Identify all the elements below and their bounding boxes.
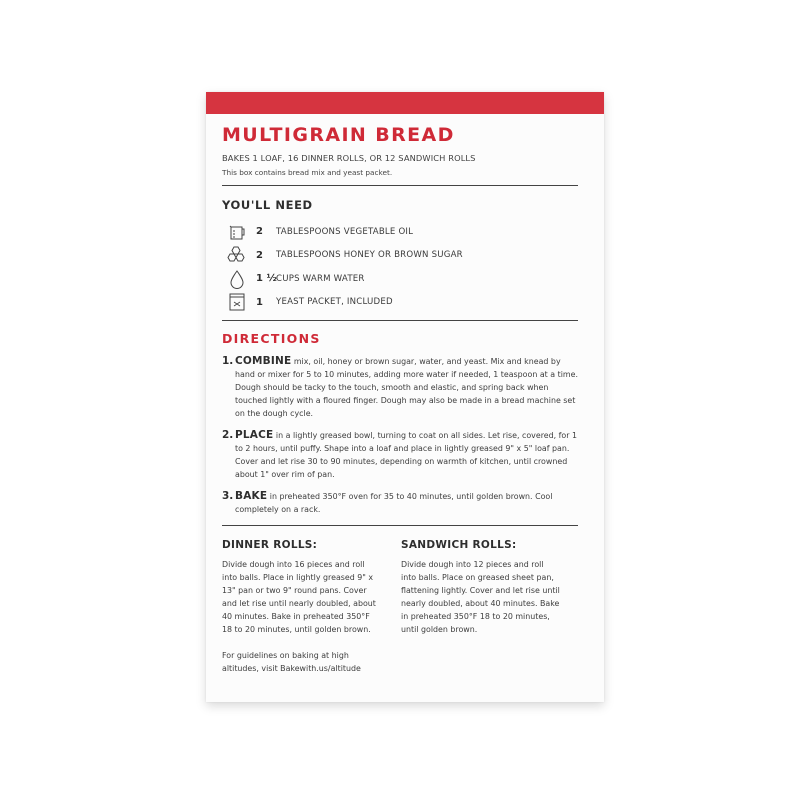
top-color-band: [206, 92, 604, 114]
sandwich-rolls-heading: SANDWICH ROLLS:: [401, 539, 517, 551]
step-number: 2.: [222, 429, 234, 441]
ingredient-text: TABLESPOONS VEGETABLE OIL: [276, 226, 414, 237]
ingredient-item: [222, 291, 580, 315]
youll-need-heading: YOU'LL NEED: [222, 198, 313, 212]
recipe-title: MULTIGRAIN BREAD: [222, 124, 455, 146]
ingredient-qty: 2: [256, 226, 263, 238]
step-keyword: BAKE: [235, 490, 268, 502]
directions-heading: DIRECTIONS: [222, 331, 321, 346]
direction-step: [222, 355, 580, 420]
ingredient-item: [222, 244, 580, 268]
ingredient-text: CUPS WARM WATER: [276, 273, 365, 284]
step-text: mix, oil, honey or brown sugar, water, and yeast. Mix and knead by hand or mixer for 5 to 10 minutes, adding more water if needed, 1 teaspoon at a time. Dough should be tacky to the touch, smooth and elastic, and spring back when touched lightly with a floured finger. Dough may also be made in a bread machine set on the dough cycle.: [235, 357, 578, 418]
ingredient-qty: 1: [256, 296, 263, 308]
step-keyword: PLACE: [235, 429, 274, 441]
step-number: 1.: [222, 355, 234, 367]
step-keyword: COMBINE: [235, 355, 292, 367]
direction-step: [222, 429, 580, 481]
altitude-note: For guidelines on baking at high altitudes, visit Bakewith.us/altitude: [222, 651, 361, 673]
measuring-cup-icon: [226, 222, 248, 242]
divider: [222, 185, 578, 186]
honeycomb-icon: [226, 245, 248, 265]
ingredient-text: YEAST PACKET, INCLUDED: [276, 297, 393, 308]
sandwich-rolls-text: Divide dough into 12 pieces and roll into balls. Place on greased sheet pan, flattening lightly. Cover and let rise until nearly doubled, about 40 minutes. Bake in preheated 350°F 18 to 20 minutes, until golden brown.: [401, 560, 560, 634]
yield-text: BAKES 1 LOAF, 16 DINNER ROLLS, OR 12 SANDWICH ROLLS: [222, 153, 476, 163]
water-drop-icon: [226, 269, 248, 289]
yeast-packet-icon: [226, 292, 248, 312]
ingredient-qty: 1 ½: [256, 273, 277, 285]
box-contents-note: This box contains bread mix and yeast packet.: [222, 168, 393, 177]
ingredient-qty: 2: [256, 249, 263, 261]
sandwich-rolls-section: [401, 539, 580, 675]
step-text: in a lightly greased bowl, turning to coat on all sides. Let rise, covered, for 1 to 2 hours, until puffy. Shape into a loaf and place in lightly greased 9" x 5" loaf pan. Cover and let rise 30 to 90 minutes, depending on warmth of kitchen, until crowned about 1" over rim of pan.: [235, 431, 578, 479]
dinner-rolls-section: [222, 539, 401, 675]
direction-step: [222, 490, 580, 516]
step-text: in preheated 350°F oven for 35 to 40 minutes, until golden brown. Cool completely on a rack.: [235, 492, 553, 514]
ingredient-list: [222, 220, 580, 314]
roll-variations: [222, 539, 580, 675]
step-number: 3.: [222, 490, 234, 502]
divider: [222, 320, 578, 321]
ingredient-item: [222, 267, 580, 291]
recipe-card: [206, 92, 604, 702]
directions-list: [222, 355, 580, 516]
ingredient-text: TABLESPOONS HONEY OR BROWN SUGAR: [276, 250, 463, 261]
card-content: [222, 122, 580, 675]
dinner-rolls-heading: DINNER ROLLS:: [222, 539, 318, 551]
divider: [222, 525, 578, 526]
dinner-rolls-text: Divide dough into 16 pieces and roll into balls. Place in lightly greased 9" x 13" pan or two 9" round pans. Cover and let rise until nearly doubled, about 40 minutes. Bake in preheated 350°F 18 to 20 minutes, until golden brown.: [222, 560, 376, 634]
ingredient-item: [222, 220, 580, 244]
